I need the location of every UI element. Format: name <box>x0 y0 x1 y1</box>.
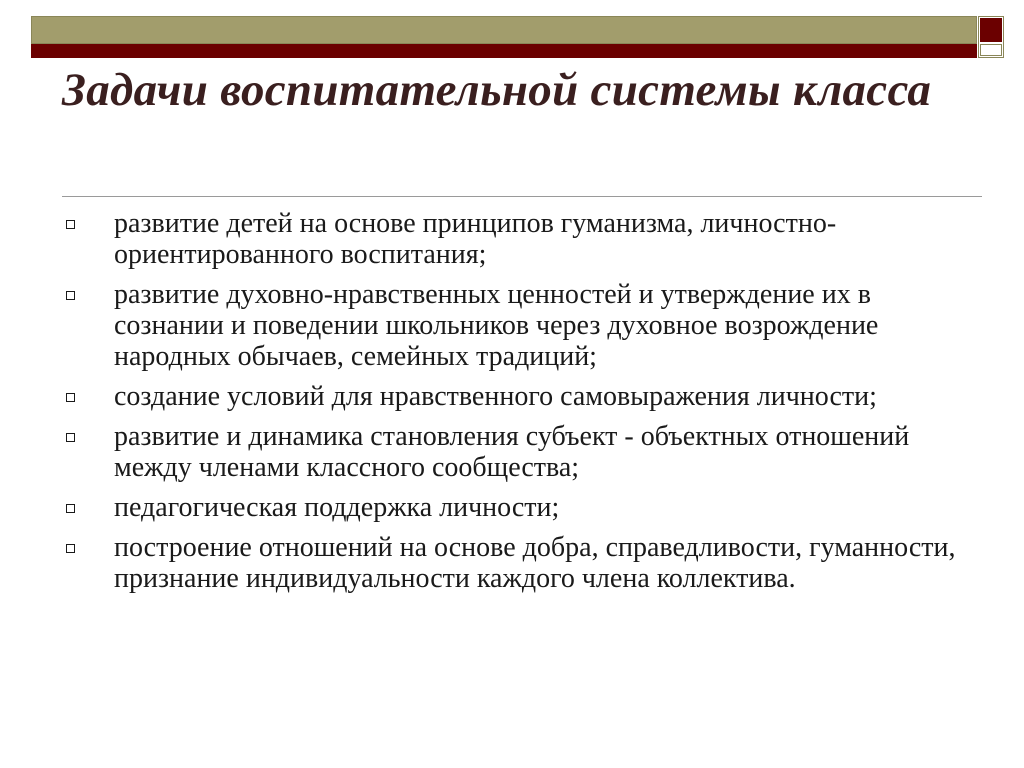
bullet-text: развитие духовно-нравственных ценностей и утверждение их в сознании и поведении школьников через духовное возрождение народных обычаев, семейных традиций; <box>114 279 879 372</box>
hollow-square-icon <box>66 393 75 402</box>
header-corner-maroon-square <box>980 18 1002 42</box>
bullet-list <box>64 208 984 603</box>
hollow-square-icon <box>66 291 75 300</box>
bullet-item <box>64 381 984 412</box>
bullet-text: педагогическая поддержка личности; <box>114 492 560 523</box>
bullet-text: развитие и динамика становления субъект - объектных отношений между членами классного сообщества; <box>114 421 910 483</box>
bullet-item <box>64 532 984 594</box>
hollow-square-icon <box>66 544 75 553</box>
header-bar-olive <box>31 16 977 44</box>
bullet-item <box>64 208 984 270</box>
bullet-item <box>64 492 984 523</box>
bullet-text: развитие детей на основе принципов гуманизма, личностно-ориентированного воспитания; <box>114 208 837 270</box>
header-corner-small-square <box>980 44 1002 56</box>
hollow-square-icon <box>66 504 75 513</box>
title-divider <box>62 196 982 197</box>
bullet-item <box>64 421 984 483</box>
slide-title: Задачи воспитательной системы класса <box>62 64 932 116</box>
bullet-item <box>64 279 984 372</box>
bullet-text: создание условий для нравственного самовыражения личности; <box>114 381 877 412</box>
hollow-square-icon <box>66 433 75 442</box>
hollow-square-icon <box>66 220 75 229</box>
bullet-text: построение отношений на основе добра, справедливости, гуманности, признание индивидуальности каждого члена коллектива. <box>114 532 956 594</box>
header-bar-maroon <box>31 44 977 58</box>
